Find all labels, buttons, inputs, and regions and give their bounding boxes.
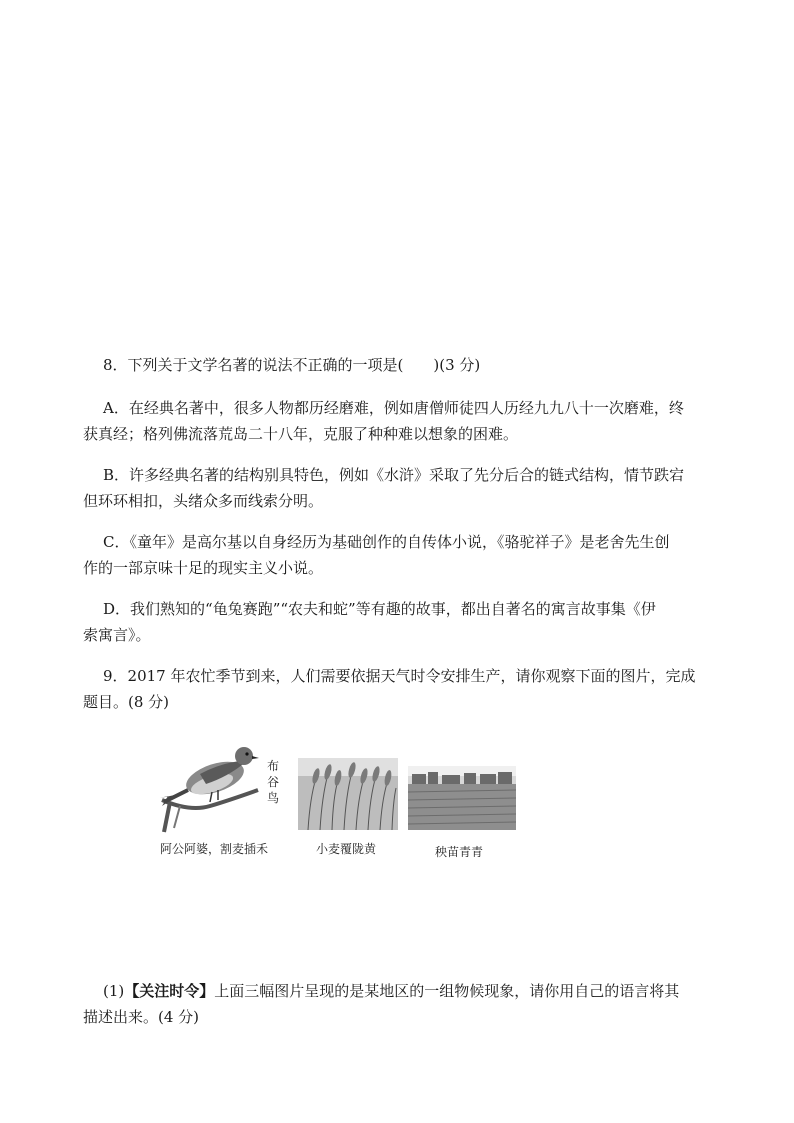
q8-option-d-line1: D．我们熟知的“龟兔赛跑”“农夫和蛇”等有趣的故事，都出自著名的寓言故事集《伊 [103,600,656,618]
q9-sub1-text: 上面三幅图片呈现的是某地区的一组物候现象，请你用自己的语言将其 [214,982,680,1000]
rice-seedlings-image [408,766,516,830]
q8-option-b-line1: B．许多经典名著的结构别具特色，例如《水浒》采取了先分后合的链式结构，情节跌宕 [103,466,685,484]
q8-option-d-line2: 索寓言》。 [83,626,151,644]
q9-figure-group [160,740,520,870]
q8-option-a-line2: 获真经；格列佛流落荒岛二十八年，克服了种种难以想象的困难。 [83,425,519,443]
q9-sub1-line2: 描述出来。(4 分) [83,1008,200,1026]
question-8-stem: 8．下列关于文学名著的说法不正确的一项是( )(3 分) [103,356,481,374]
wheat-field-image [298,758,398,830]
q9-sub1-prefix: (1) [103,982,125,1000]
figure-caption-1: 阿公阿婆，割麦插禾 [160,842,269,856]
q9-sub1-tag: 【关注时令】 [124,982,215,1000]
question-9-line2: 题目。(8 分) [83,693,170,711]
bird-label: 布谷鸟 [266,759,279,805]
cuckoo-bird-image [160,740,260,836]
q8-option-b-line2: 但环环相扣，头绪众多而线索分明。 [83,492,324,510]
q8-option-a-line1: A．在经典名著中，很多人物都历经磨难，例如唐僧师徒四人历经九九八十一次磨难，终 [103,399,684,417]
q8-option-c-line1: C．《童年》是高尔基以自身经历为基础创作的自传体小说，《骆驼祥子》是老舍先生创 [103,533,670,551]
question-9-line1: 9．2017 年农忙季节到来，人们需要依据天气时令安排生产，请你观察下面的图片，完成 [103,667,696,685]
q9-sub1-line1 [103,978,723,1004]
q8-option-c-line2: 作的一部京味十足的现实主义小说。 [83,559,324,577]
figure-caption-3: 秧苗青青 [435,845,484,859]
figure-caption-2: 小麦覆陇黄 [316,842,377,856]
